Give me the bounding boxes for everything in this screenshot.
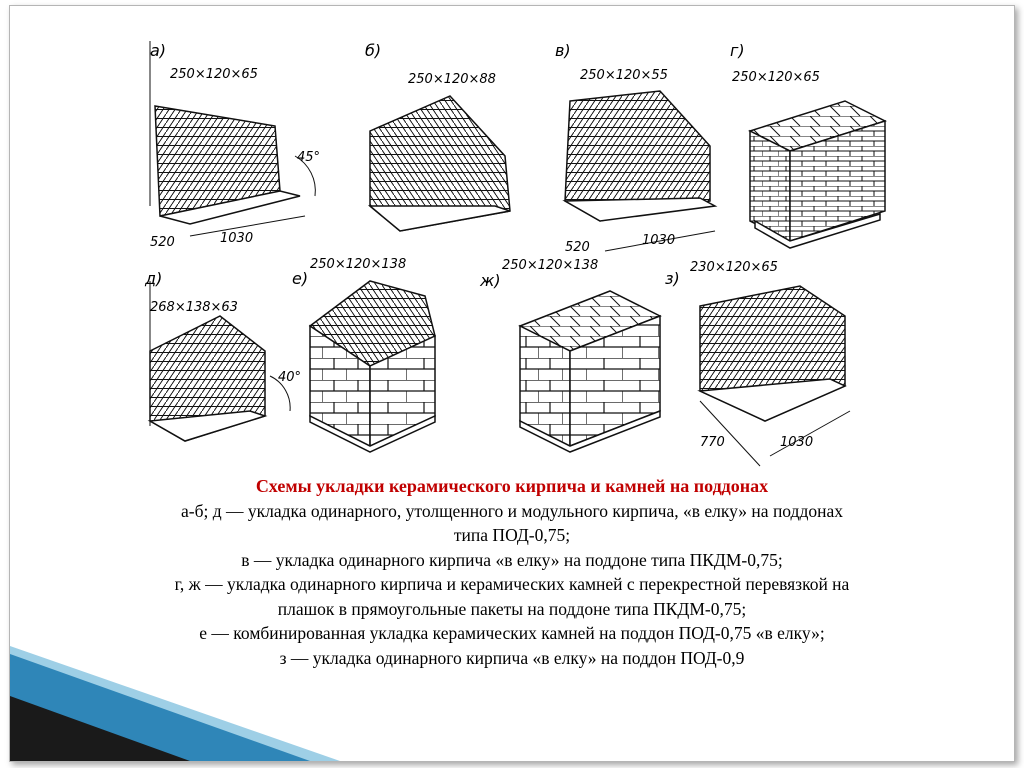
dimension-label: 1030 [780,435,814,450]
panel-letter: в) [555,41,571,60]
brick-size-label: 268×138×63 [150,300,238,315]
brick-size-label: 230×120×65 [690,260,778,275]
caption-line: г, ж — укладка одинарного кирпича и керамических камней с перекрестной перевязкой на [174,574,850,594]
slide [9,5,1015,762]
panel-letter: г) [730,41,745,60]
brick-size-label: 250×120×88 [408,72,496,87]
caption-line: а-б; д — укладка одинарного, утолщенного и модульного кирпича, «в елку» на поддонах [180,500,843,521]
panel-d [144,269,301,441]
dimension-label: 1030 [642,233,676,248]
dimension-label: 520 [565,240,590,255]
brick-size-label: 250×120×65 [170,67,258,82]
caption-line: е — комбинированная укладка керамических камней на поддон ПОД-0,75 «в елку»; [199,623,825,643]
angle-label: 45° [297,150,321,165]
angle-label: 40° [278,370,302,385]
panel-letter: ж) [480,271,501,290]
caption [10,474,1014,670]
brick-size-label: 250×120×55 [580,68,668,83]
dimension-label: 1030 [220,231,254,246]
pallet-c [565,198,715,221]
caption-line: з — укладка одинарного кирпича «в елку» на поддон ПОД-0,9 [279,647,745,668]
panel-z [665,260,850,466]
panel-e [292,257,435,452]
panel-letter: д) [145,269,163,288]
caption-line: в — укладка одинарного кирпича «в елку» на поддоне типа ПКДМ-0,75; [241,549,783,570]
caption-line: типа ПОД-0,75; [453,525,571,545]
panel-b [365,41,510,231]
brick-size-label: 250×120×138 [310,257,407,272]
brick-size-label: 250×120×138 [502,258,599,273]
caption-title: Схемы укладки керамического кирпича и камней на поддонах [255,476,769,496]
dimension-label: 770 [700,435,725,450]
brick-size-label: 250×120×65 [732,70,820,85]
pallet-b [370,206,510,231]
panel-zh [479,258,660,452]
dimension-label: 520 [150,235,175,250]
panel-c [555,41,715,255]
caption-line: плашок в прямоугольные пакеты на поддоне типа ПКДМ-0,75; [277,598,747,619]
panel-a [150,41,320,250]
panel-letter: е) [292,269,309,288]
panel-g [730,41,885,248]
panel-letter: з) [665,269,680,288]
panel-letter: а) [150,41,167,60]
panel-letter: б) [365,41,382,60]
